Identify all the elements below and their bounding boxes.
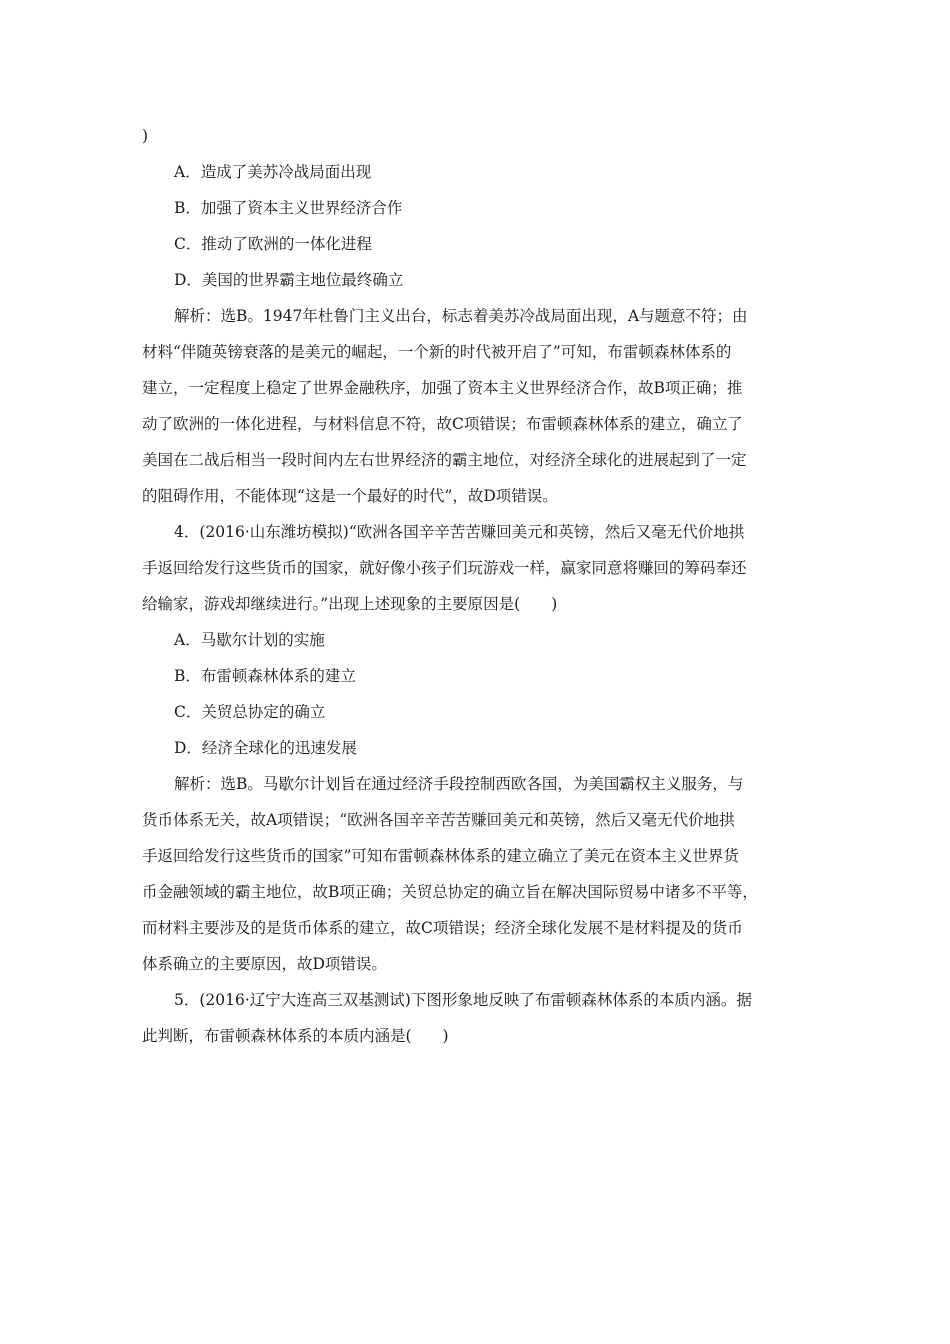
- q4-option-b: B．布雷顿森林体系的建立: [174, 667, 356, 685]
- document-content: [142, 118, 808, 1054]
- q3-option-c: C．推动了欧洲的一体化进程: [174, 235, 372, 253]
- q3-analysis-line: 美国在二战后相当一段时间内左右世界经济的霸主地位，对经济全球化的进展起到了一定: [142, 451, 747, 469]
- q4-analysis-line: 币金融领域的霸主地位，故B项正确；关贸总协定的确立旨在解决国际贸易中诸多不平等，: [142, 883, 758, 901]
- q3-analysis-line: 建立，一定程度上稳定了世界金融秩序，加强了资本主义世界经济合作，故B项正确；推: [142, 379, 743, 397]
- q4-option-c: C．关贸总协定的确立: [174, 703, 326, 721]
- prev-question-fragment: ): [142, 127, 149, 145]
- q3-option-a: A．造成了美苏冷战局面出现: [174, 163, 372, 181]
- q5-stem-line: 5．(2016·辽宁大连高三双基测试)下图形象地反映了布雷顿森林体系的本质内涵。据: [174, 991, 752, 1009]
- q4-stem: [142, 514, 808, 622]
- q4-analysis-line: 手返回给发行这些货币的国家”可知布雷顿森林体系的建立确立了美元在资本主义世界货: [142, 847, 739, 865]
- q4-stem-line: 4．(2016·山东潍坊模拟)“欧洲各国辛辛苦苦赚回美元和英镑，然后又毫无代价地拱: [174, 523, 745, 541]
- q3-options: [142, 154, 808, 298]
- q3-option-d: D．美国的世界霸主地位最终确立: [174, 271, 404, 289]
- q4-stem-line: 手返回给发行这些货币的国家，就好像小孩子们玩游戏一样，赢家同意将赚回的筹码奉还: [142, 559, 747, 577]
- q3-analysis-line: 材料“伴随英镑衰落的是美元的崛起，一个新的时代被开启了”可知，布雷顿森林体系的: [142, 343, 732, 361]
- q3-option-b: B．加强了资本主义世界经济合作: [174, 199, 403, 217]
- q3-analysis: [142, 298, 808, 514]
- q4-analysis-line: 货币体系无关，故A项错误；“欧洲各国辛辛苦苦赚回美元和英镑，然后又毫无代价地拱: [142, 811, 735, 829]
- q4-option-a: A．马歇尔计划的实施: [174, 631, 325, 649]
- q5-stem: [142, 982, 808, 1054]
- q5-stem-line: 此判断，布雷顿森林体系的本质内涵是( ): [142, 1027, 449, 1045]
- q3-analysis-line: 解析：选B。1947年杜鲁门主义出台，标志着美苏冷战局面出现，A与题意不符；由: [174, 307, 748, 325]
- q4-stem-line: 给输家，游戏却继续进行。”出现上述现象的主要原因是( ): [142, 595, 558, 613]
- q3-analysis-line: 动了欧洲的一体化进程，与材料信息不符，故C项错误；布雷顿森林体系的建立，确立了: [142, 415, 743, 433]
- q3-analysis-line: 的阻碍作用，不能体现“这是一个最好的时代”，故D项错误。: [142, 487, 558, 505]
- q4-analysis-line: 体系确立的主要原因，故D项错误。: [142, 955, 387, 973]
- q4-analysis: [142, 766, 808, 982]
- q4-option-d: D．经济全球化的迅速发展: [174, 739, 357, 757]
- q4-analysis-line: 解析：选B。马歇尔计划旨在通过经济手段控制西欧各国，为美国霸权主义服务，与: [174, 775, 744, 793]
- q4-options: [142, 622, 808, 766]
- q4-analysis-line: 而材料主要涉及的是货币体系的建立，故C项错误；经济全球化发展不是材料提及的货币: [142, 919, 743, 937]
